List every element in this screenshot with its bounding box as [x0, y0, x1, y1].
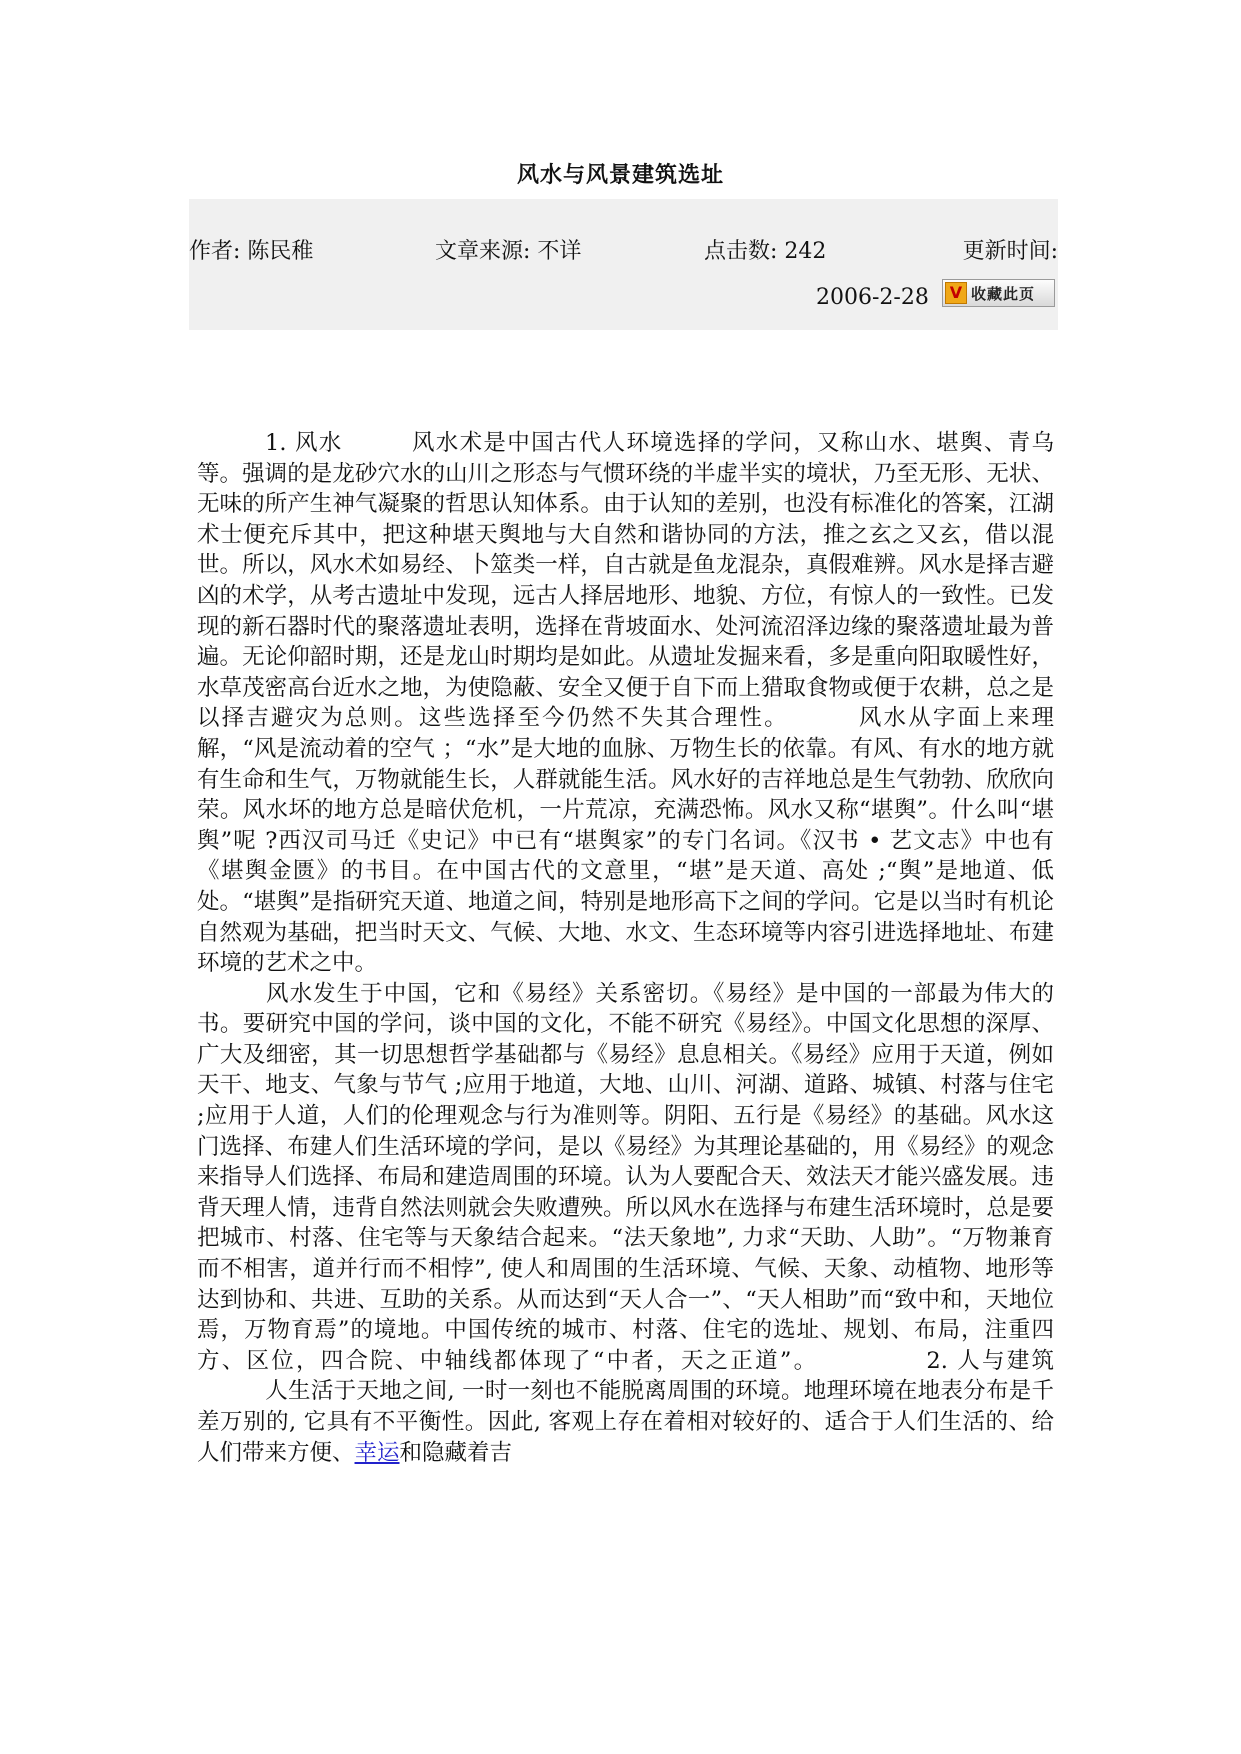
keyword-link[interactable]: 幸运: [354, 1439, 400, 1466]
section-heading: 1. 风水: [265, 430, 343, 456]
article-body: [197, 428, 1054, 1468]
body-paragraph: [197, 979, 1054, 1469]
paragraph-text: 风水术是中国古代人环境选择的学问，又称山水、堪舆、青乌等。强调的是龙砂穴水的山川之形态与气惯环绕的半虚半实的境状，乃至无形、无状、无味的所产生神气凝聚的哲思认知体系。由于认知的差别，也没有标准化的答案，江湖术士便充斥其中，把这种堪天舆地与大自然和谐协同的方法，推之玄之又玄，借以混世。所以，风水术如易经、卜筮类一样，自古就是鱼龙混杂，真假难辨。风水是择吉避凶的术学，从考古遗址中发现，远古人择居地形、地貌、方位，有惊人的一致性。已发现的新石器时代的聚落遗址表明，选择在背坡面水、处河流沼泽边缘的聚落遗址最为普遍。无论仰韶时期，还是龙山时期均是如此。从遗址发掘来看，多是重向阳取暖性好，水草茂密高台近水之地，为使隐蔽、安全又便于自下而上猎取食物或便于农耕，总之是以择吉避灾为总则。这些选择至今仍然不失其合理性。: [197, 430, 1054, 732]
author-info: 作者: 陈民稚: [189, 239, 314, 264]
body-paragraph: [197, 428, 1054, 979]
bookmark-page-button[interactable]: [942, 279, 1055, 307]
article-title: 风水与风景建筑选址: [516, 162, 724, 188]
hit-count: 点击数: 242: [704, 239, 827, 264]
paragraph-text: 风水发生于中国，它和《易经》关系密切。《易经》是中国的一部最为伟大的书。要研究中国的学问，谈中国的文化，不能不研究《易经》。中国文化思想的深厚、广大及细密，其一切思想哲学基础都与《易经》息息相关。《易经》应用于天道，例如天干、地支、气象与节气 ;应用于地道，大地、山川、河湖、道路、城镇、村落与住宅 ;应用于人道，人们的伦理观念与行为准则等。阴阳、五行是《易经》的基础。风水这门选择、布建人们生活环境的学问，是以《易经》为其理论基础的，用《易经》的观念来指导人们选择、布局和建造周围的环境。认为人要配合天、效法天才能兴盛发展。违背天理人情，违背自然法则就会失败遭殃。所以风水在选择与布建生活环境时，总是要把城市、村落、住宅等与天象结合起来。“法天象地”, 力求“天助、人助”。“万物兼育而不相害，道并行而不相悖”, 使人和周围的生活环境、气候、天象、动植物、地形等达到协和、共进、互助的关系。从而达到“天人合一”、“天人相助”而“致中和，天地位焉，万物育焉”的境地。中国传统的城市、村落、住宅的选址、规划、布局，注重四方、区位，四合院、中轴线都体现了“中者，天之正道”。: [197, 980, 1054, 1374]
updated-time-value: 2006-2-28: [816, 285, 929, 310]
bookmark-icon: V: [945, 282, 967, 304]
paragraph-text: 人生活于天地之间, 一时一刻也不能脱离周围的环境。地理环境在地表分布是千差万别的, 它具有不平衡性。因此, 客观上存在着相对较好的、适合于人们生活的、给人们带来方便、: [197, 1378, 1054, 1466]
paragraph-text: 风水从字面上来理解，“风是流动着的空气 ；“水”是大地的血脉、万物生长的依靠。有风、有水的地方就有生命和生气，万物就能生长，人群就能生活。风水好的吉祥地总是生气勃勃、欣欣向荣。风水坏的地方总是暗伏危机，一片荒凉，充满恐怖。风水又称“堪舆”。什么叫“堪舆”呢 ?西汉司马迁《史记》中已有“堪舆家”的专门名词。《汉书 • 艺文志》中也有《堪舆金匮》的书目。在中国古代的文意里，“堪”是天道、高处 ;“舆”是地道、低处。“堪舆”是指研究天道、地道之间，特别是地形高下之间的学问。它是以当时有机论自然观为基础，把当时天文、气候、大地、水文、生态环境等内容引进选择地址、布建环境的艺术之中。: [197, 705, 1054, 977]
article-info-bar: [189, 199, 1058, 330]
section-heading: 2. 人与建筑: [926, 1347, 1054, 1374]
source-info: 文章来源: 不详: [435, 239, 582, 264]
paragraph-text: 和隐藏着吉: [399, 1439, 513, 1466]
updated-time-label: 更新时间:: [962, 239, 1058, 264]
bookmark-label: 收藏此页: [971, 284, 1036, 303]
